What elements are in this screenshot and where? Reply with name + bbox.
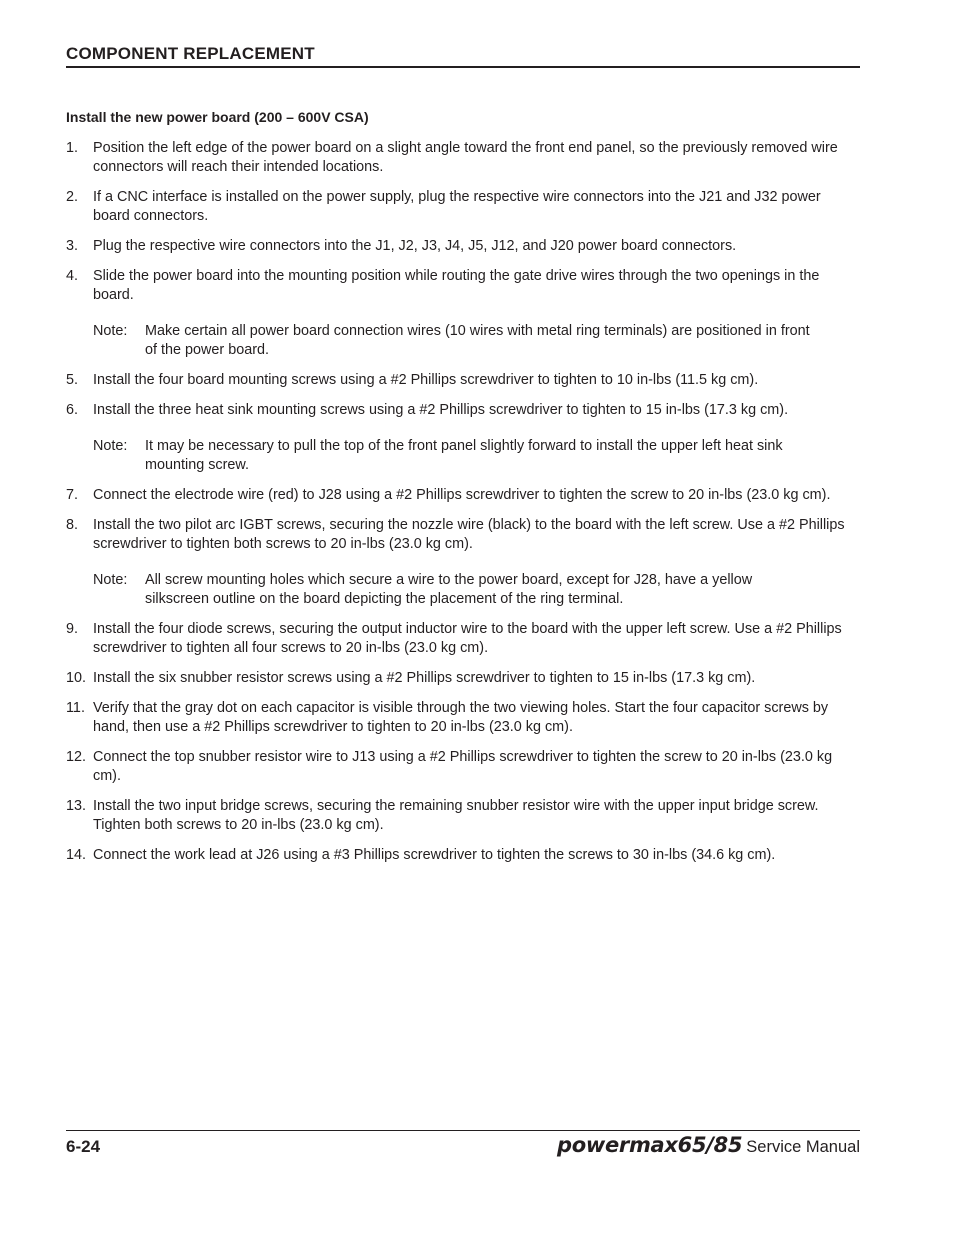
step-item	[66, 139, 860, 177]
step-item	[66, 371, 860, 390]
note	[66, 437, 860, 475]
step-text: Slide the power board into the mounting position while routing the gate drive wires through the two openings in the board.	[93, 268, 820, 303]
step-item	[66, 620, 860, 658]
step-text: Connect the work lead at J26 using a #3 Phillips screwdriver to tighten the screws to 30 in-lbs (34.6 kg cm).	[93, 847, 776, 863]
step-number: 7.	[66, 487, 79, 503]
step-text: Install the six snubber resistor screws using a #2 Phillips screwdriver to tighten to 15 in-lbs (17.3 kg cm).	[93, 670, 756, 686]
note-text: Make certain all power board connection wires (10 wires with metal ring terminals) are positioned in front of the power board.	[145, 323, 810, 358]
step-number: 4.	[66, 268, 79, 284]
note-label: Note:	[93, 323, 128, 339]
step-number: 11.	[66, 700, 85, 716]
step-number: 5.	[66, 372, 79, 388]
step-item	[66, 188, 860, 226]
header-title: COMPONENT REPLACEMENT	[66, 44, 315, 63]
step-number: 2.	[66, 189, 79, 205]
step-text: Position the left edge of the power board on a slight angle toward the front end panel, so the previously removed wire connectors will reach their intended locations.	[93, 140, 838, 175]
instruction-list	[66, 139, 860, 876]
step-text: If a CNC interface is installed on the power supply, plug the respective wire connectors into the J21 and J32 power board connectors.	[93, 189, 821, 224]
step-text: Install the four diode screws, securing the output inductor wire to the board with the upper left screw. Use a #2 Phillips screwdriver to tighten all four screws to 20 in-lbs (23.0 kg cm).	[93, 621, 842, 656]
brand-logo: powermax65/85	[556, 1133, 743, 1157]
page-header	[66, 44, 860, 68]
manual-title: Service Manual	[746, 1138, 860, 1156]
step-item	[66, 267, 860, 305]
note	[66, 322, 860, 360]
note-text: All screw mounting holes which secure a wire to the power board, except for J28, have a yellow silkscreen outline on the board depicting the placement of the ring terminal.	[145, 572, 753, 607]
footer-divider	[66, 1130, 860, 1131]
step-item	[66, 748, 860, 786]
footer-title	[557, 1133, 860, 1157]
note-label: Note:	[93, 438, 128, 454]
note-label: Note:	[93, 572, 128, 588]
step-number: 9.	[66, 621, 79, 637]
step-text: Verify that the gray dot on each capacitor is visible through the two viewing holes. Start the four capacitor screws by hand, then use a #2 Phillips screwdriver to tighten to 20 in-lbs (23.0 kg cm).	[93, 700, 829, 735]
step-item	[66, 237, 860, 256]
step-text: Connect the top snubber resistor wire to J13 using a #2 Phillips screwdriver to tighten the screw to 20 in-lbs (23.0 kg cm).	[93, 749, 833, 784]
step-item	[66, 846, 860, 865]
step-number: 1.	[66, 140, 79, 156]
step-number: 3.	[66, 238, 79, 254]
page-number: 6-24	[66, 1137, 101, 1156]
step-number: 8.	[66, 517, 79, 533]
step-number: 10.	[66, 670, 87, 686]
step-text: Install the three heat sink mounting screws using a #2 Phillips screwdriver to tighten to 15 in-lbs (17.3 kg cm).	[93, 402, 789, 418]
section-title: Install the new power board (200 – 600V CSA)	[66, 109, 369, 125]
step-text: Install the two pilot arc IGBT screws, securing the nozzle wire (black) to the board with the left screw. Use a #2 Phillips screwdriver to tighten both screws to 20 in-lbs (23.0 kg cm).	[93, 517, 845, 552]
step-number: 14.	[66, 847, 87, 863]
step-item	[66, 401, 860, 420]
step-item	[66, 516, 860, 554]
step-item	[66, 669, 860, 688]
note-text: It may be necessary to pull the top of the front panel slightly forward to install the upper left heat sink mounting screw.	[145, 438, 783, 473]
step-item	[66, 486, 860, 505]
step-number: 12.	[66, 749, 87, 765]
step-item	[66, 797, 860, 835]
step-text: Connect the electrode wire (red) to J28 using a #2 Phillips screwdriver to tighten the screw to 20 in-lbs (23.0 kg cm).	[93, 487, 831, 503]
step-text: Install the two input bridge screws, securing the remaining snubber resistor wire with the upper input bridge screw. Tighten both screws to 20 in-lbs (23.0 kg cm).	[93, 798, 819, 833]
step-text: Plug the respective wire connectors into the J1, J2, J3, J4, J5, J12, and J20 power board connectors.	[93, 238, 737, 254]
step-text: Install the four board mounting screws using a #2 Phillips screwdriver to tighten to 10 in-lbs (11.5 kg cm).	[93, 372, 759, 388]
note	[66, 571, 860, 609]
step-item	[66, 699, 860, 737]
step-number: 6.	[66, 402, 79, 418]
step-number: 13.	[66, 798, 87, 814]
